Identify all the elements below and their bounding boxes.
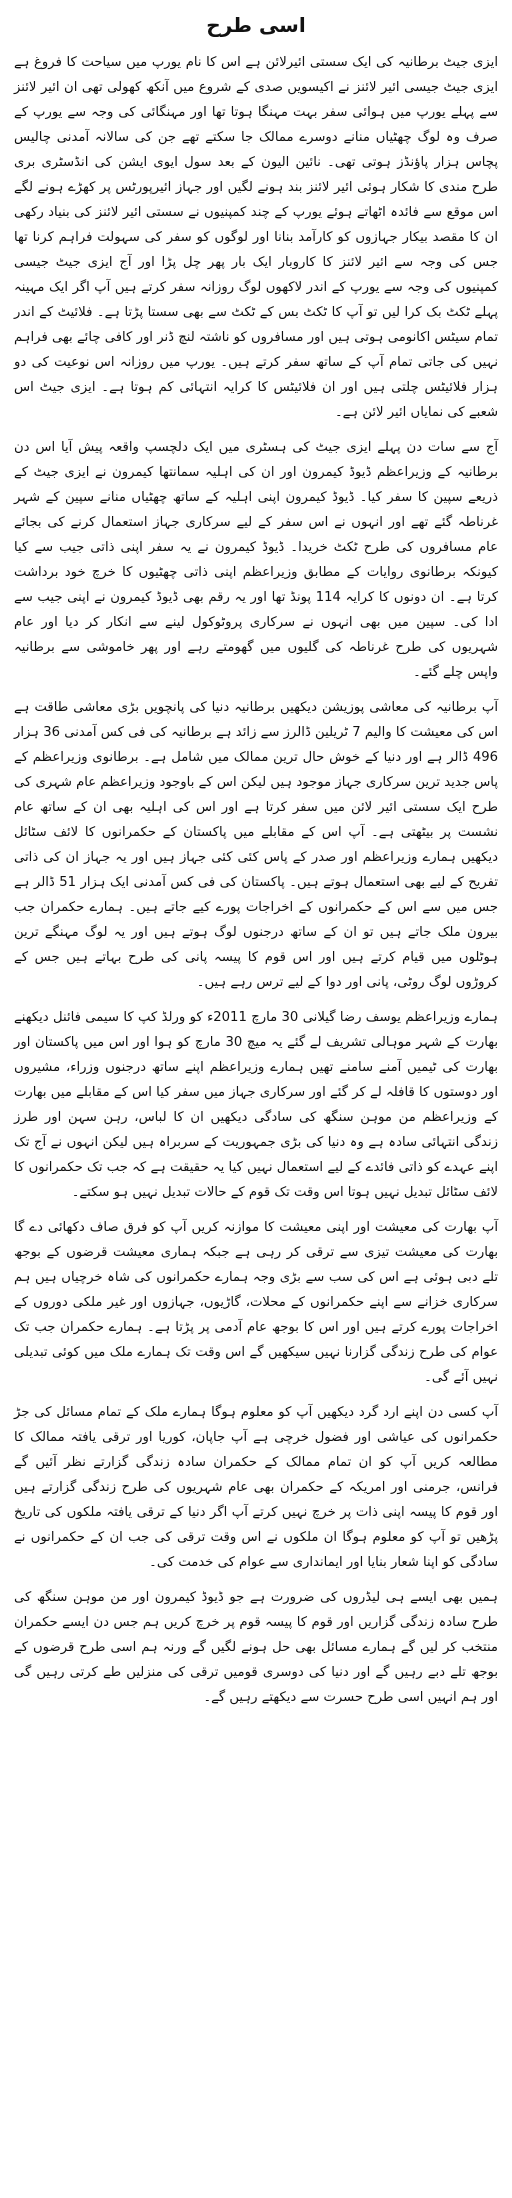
article-paragraph-3: آپ برطانیہ کی معاشی پوزیشن دیکھیں برطانیہ دنیا کی پانچویں بڑی معاشی طاقت ہے اس کی معیشت کا والیم 7 ٹریلین ڈالرز سے زائد ہے برطانیہ کی فی کس آمدنی 36 ہزار 496 ڈالر ہے اور دنیا کے خوش حال ترین ممالک میں شامل ہے۔ برطانوی وزیراعظم کے پاس جدید ترین سرکاری جہاز موجود ہیں لیکن اس کے باوجود وزیراعظم عام شہری کی طرح ایک سستی ائیر لائن میں سفر کرتا ہے اور اس کی اہلیہ بھی ان کے ساتھ عام نشست پر بیٹھتی ہے۔ آپ اس کے مقابلے میں پاکستان کے حکمرانوں کا لائف سٹائل دیکھیں ہمارے وزیراعظم اور صدر کے پاس کئی کئی جہاز ہیں اور یہ جہاز ان کی ذاتی تفریح کے لیے بھی استعمال ہوتے ہیں۔ پاکستان کی فی کس آمدنی ایک ہزار 51 ڈالر ہے جس میں سے اس کے حکمرانوں کے اخراجات پورے کیے جاتے ہیں۔ ہمارے حکمران جب بیرون ملک جاتے ہیں تو ان کے ساتھ درجنوں لوگ ہوتے ہیں اور یہ لوگ مہنگے ترین ہوٹلوں میں قیام کرتے ہیں اور اس قوم کا پیسہ پانی کی طرح بہاتے ہیں جس کے کروڑوں لوگ روٹی، پانی اور دوا کے لیے ترس رہے ہیں۔ bbox=[14, 700, 499, 990]
article-paragraph-5: آپ بھارت کی معیشت اور اپنی معیشت کا موازنہ کریں آپ کو فرق صاف دکھائی دے گا بھارت کی معیشت تیزی سے ترقی کر رہی ہے جبکہ ہماری معیشت قرضوں کے بوجھ تلے دبی ہوئی ہے اس کی سب سے بڑی وجہ ہمارے حکمرانوں کی شاہ خرچیاں ہیں ہم سرکاری خزانے سے اپنے حکمرانوں کے محلات، گاڑیوں، جہازوں اور غیر ملکی دوروں کے اخراجات پورے کرتے ہیں اور اس کا بوجھ عام آدمی پر پڑتا ہے۔ ہمارے حکمران جب تک عوام کی طرح زندگی گزارنا نہیں سیکھیں گے اس وقت تک ہمارے ملک میں کوئی تبدیلی نہیں آئے گی۔ bbox=[14, 1220, 498, 1385]
article-title: اسی طرح bbox=[206, 13, 306, 37]
article-paragraph-6: آپ کسی دن اپنے ارد گرد دیکھیں آپ کو معلوم ہوگا ہمارے ملک کے تمام مسائل کی جڑ حکمرانوں کی عیاشی اور فضول خرچی ہے آپ جاپان، کوریا اور ترقی یافتہ ممالک کا مطالعہ کریں آپ کو ان تمام ممالک کے حکمران سادہ زندگی گزارتے نظر آئیں گے فرانس، جرمنی اور امریکہ کے حکمران بھی عام شہریوں کی طرح زندگی گزارتے ہیں اور قوم کا پیسہ اپنی ذات پر خرچ نہیں کرتے آپ اگر دنیا کے ترقی یافتہ ملکوں کی تاریخ پڑھیں تو آپ کو معلوم ہوگا ان ملکوں نے اس وقت ترقی کی جب ان کے حکمرانوں نے سادگی کو اپنا شعار بنایا اور ایمانداری سے عوام کی خدمت کی۔ bbox=[14, 1405, 498, 1570]
article-paragraph-2: آج سے سات دن پہلے ایزی جیٹ کی ہسٹری میں ایک دلچسپ واقعہ پیش آیا اس دن برطانیہ کے وزیراعظم ڈیوڈ کیمرون اور ان کی اہلیہ سمانتھا کیمرون نے ایزی جیٹ کے ذریعے سپین کا سفر کیا۔ ڈیوڈ کیمرون اپنی اہلیہ کے ساتھ چھٹیاں منانے سپین کے شہر غرناطہ گئے تھے اور انہوں نے اس سفر کے لیے سرکاری جہاز استعمال کرنے کی بجائے عام مسافروں کی طرح ٹکٹ خریدا۔ ڈیوڈ کیمرون نے یہ سفر اپنی ذاتی جیب سے کیا کیونکہ برطانوی روایات کے مطابق وزیراعظم اپنی ذاتی چھٹیوں کا خرچ خود برداشت کرتا ہے۔ ان دونوں کا کرایہ 114 پونڈ تھا اور یہ رقم بھی ڈیوڈ کیمرون نے اپنی جیب سے ادا کی۔ سپین میں بھی انہوں نے سرکاری پروٹوکول لینے سے انکار کر دیا اور عام شہریوں کی طرح غرناطہ کی گلیوں میں گھومتے رہے اور پھر خاموشی سے برطانیہ واپس چلے گئے۔ bbox=[14, 440, 498, 680]
article-paragraph-1: ایزی جیٹ برطانیہ کی ایک سستی ائیرلائن ہے اس کا نام یورپ میں سیاحت کا فروغ ہے ایزی جیٹ جیسی ائیر لائنز نے اکیسویں صدی کے شروع میں آنکھ کھولی تھی ان ائیر لائنز سے پہلے یورپ میں ہوائی سفر بہت مہنگا ہوتا تھا اور مہنگائی کی وجہ سے یورپ کے صرف وہ لوگ چھٹیاں منانے دوسرے ممالک جا سکتے تھے جن کی سالانہ آمدنی چالیس پچاس ہزار پاؤنڈز ہوتی تھی۔ نائین الیون کے بعد سول ایوی ایشن کی انڈسٹری بری طرح مندی کا شکار ہوئی ائیر لائنز بند ہونے لگیں اور جہاز ائیرپورٹس پر کھڑے ہونے لگے اس موقع سے فائدہ اٹھاتے ہوئے یورپ کے چند کمپنیوں نے سستی ائیر لائنز کی بنیاد رکھی ان کا مقصد بیکار جہازوں کو کارآمد بنانا اور لوگوں کو سفر کی سہولت فراہم کرنا تھا جس کی وجہ سے ائیر لائنز کا کاروبار ایک بار پھر چل پڑا اور آج ایزی جیٹ جیسی کمپنیوں کی وجہ سے یورپ کے اندر لاکھوں لوگ روزانہ سفر کرتے ہیں آپ اگر ایک مہینہ پہلے ٹکٹ بک کرا لیں تو آپ کا ٹکٹ بس کے ٹکٹ سے بھی سستا پڑتا ہے۔ فلائیٹ کے اندر تمام سیٹس اکانومی ہوتی ہیں اور مسافروں کو ناشتہ لنچ ڈنر اور کافی چائے بھی فراہم نہیں کی جاتی تمام آپ کے ساتھ سفر کرتے ہیں۔ یورپ میں روزانہ اس نوعیت کی دو ہزار فلائیٹس چلتی ہیں اور ان فلائیٹس کا کرایہ انتہائی کم ہوتا ہے۔ ایزی جیٹ اس شعبے کی نمایاں ائیر لائن ہے۔ bbox=[14, 55, 498, 420]
article-paragraph-7: ہمیں بھی ایسے ہی لیڈروں کی ضرورت ہے جو ڈیوڈ کیمرون اور من موہن سنگھ کی طرح سادہ زندگی گزاریں اور قوم کا پیسہ قوم پر خرچ کریں ہم جس دن ایسے حکمران منتخب کر لیں گے ہمارے مسائل بھی حل ہونے لگیں گے ورنہ ہم اسی طرح قرضوں کے بوجھ تلے دبے رہیں گے اور دنیا کی دوسری قومیں ترقی کی منزلیں طے کرتی رہیں گی اور ہم انہیں اسی طرح حسرت سے دیکھتے رہیں گے۔ bbox=[14, 1590, 498, 1705]
article-paragraph-4: ہمارے وزیراعظم یوسف رضا گیلانی 30 مارچ 2011ء کو ورلڈ کپ کا سیمی فائنل دیکھنے بھارت کے شہر موہالی تشریف لے گئے یہ میچ 30 مارچ کو ہوا اور اس میں پاکستان اور بھارت کی ٹیمیں آمنے سامنے تھیں ہمارے وزیراعظم اپنے ساتھ درجنوں وزراء، مشیروں اور دوستوں کا قافلہ لے کر گئے اور سرکاری جہاز میں سفر کیا اس کے مقابلے میں بھارت کے وزیراعظم من موہن سنگھ کی سادگی دیکھیں ان کا لباس، رہن سہن اور طرز زندگی انتہائی سادہ ہے وہ دنیا کی بڑی جمہوریت کے سربراہ ہیں لیکن انہوں نے آج تک اپنے عہدے کو ذاتی فائدے کے لیے استعمال نہیں کیا یہ حقیقت ہے کہ جب تک حکمرانوں کا لائف سٹائل تبدیل نہیں ہوتا اس وقت تک قوم کے حالات تبدیل نہیں ہو سکتے۔ bbox=[14, 1010, 498, 1200]
